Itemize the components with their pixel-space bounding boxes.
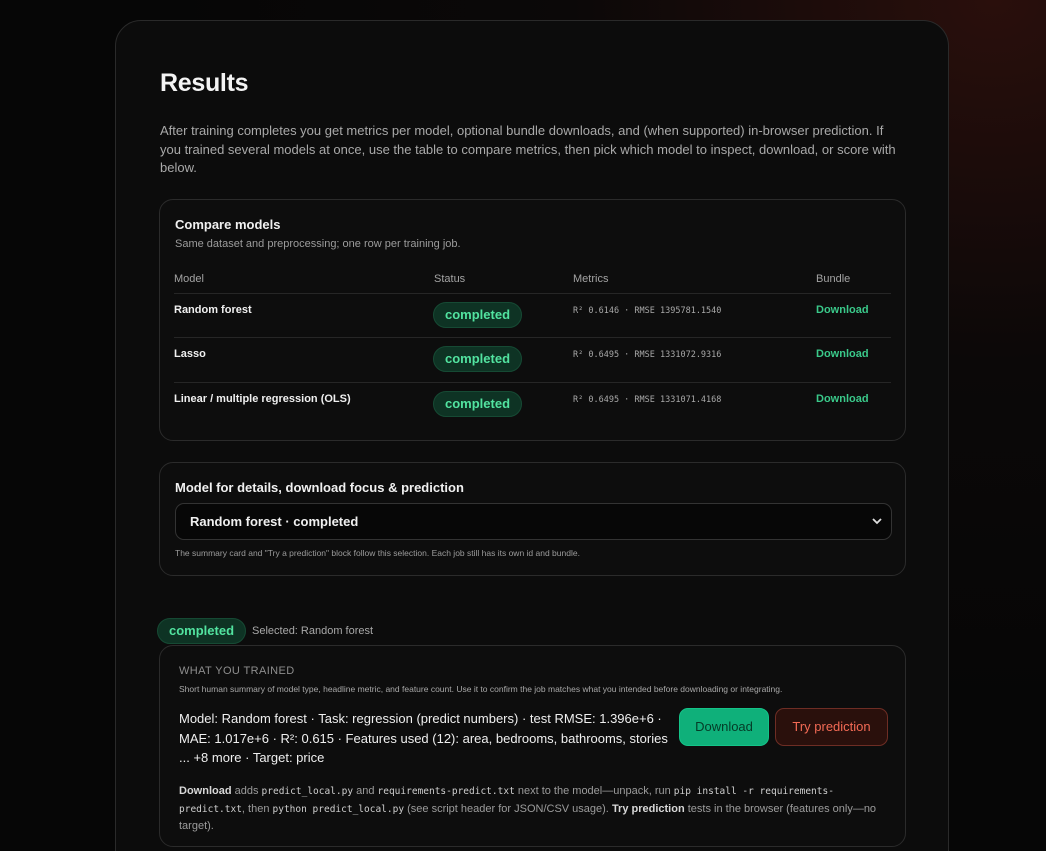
selected-model-text: Selected: Random forest bbox=[252, 625, 374, 637]
model-selector-card bbox=[159, 462, 906, 576]
selector-help: The summary card and "Try a prediction" block follow this selection. Each job still has its own id and bundle. bbox=[175, 548, 580, 558]
intro-text: After training completes you get metrics per model, optional bundle downloads, and (when supported) in-browser prediction. If you trained several models at once, use the table to compare metrics, then pick which model to inspect, download, or score with below. bbox=[160, 123, 896, 175]
compare-subtitle: Same dataset and preprocessing; one row per training job. bbox=[175, 238, 461, 250]
col-header-status: Status bbox=[434, 273, 466, 285]
col-header-model: Model bbox=[174, 273, 204, 285]
row-metrics: R² 0.6146 · RMSE 1395781.1540 bbox=[573, 306, 722, 316]
row-download-link[interactable]: Download bbox=[816, 348, 869, 360]
page-title: Results bbox=[160, 69, 249, 97]
table-divider bbox=[174, 337, 891, 338]
col-header-bundle: Bundle bbox=[816, 273, 851, 285]
try-prediction-button[interactable]: Try prediction bbox=[775, 708, 888, 746]
row-status-badge: completed bbox=[433, 391, 522, 417]
row-metrics: R² 0.6495 · RMSE 1331071.4168 bbox=[573, 395, 722, 405]
col-header-metrics: Metrics bbox=[573, 273, 609, 285]
summary-subtitle: Short human summary of model type, headline metric, and feature count. Use it to confirm the job matches what you intended before downloading or integrating. bbox=[179, 684, 783, 694]
chevron-down-icon bbox=[871, 504, 883, 539]
row-model-name: Lasso bbox=[174, 348, 206, 360]
summary-card bbox=[159, 645, 906, 847]
model-select-value: Random forest · completed bbox=[190, 514, 359, 529]
model-select[interactable] bbox=[175, 503, 892, 540]
summary-text: Model: Random forest · Task: regression (predict numbers) · test RMSE: 1.396e+6 · MAE: 1.017e+6 · R²: 0.615 · Features used (12): area, bedrooms, bathrooms, stories ... +8 more · Target: price bbox=[179, 711, 668, 765]
compare-title: Compare models bbox=[175, 217, 281, 232]
download-button[interactable]: Download bbox=[679, 708, 769, 746]
status-badge: completed bbox=[157, 618, 246, 644]
selector-title: Model for details, download focus & prediction bbox=[175, 480, 464, 495]
row-download-link[interactable]: Download bbox=[816, 393, 869, 405]
summary-footnote: Download adds predict_local.py and requirements-predict.txt next to the model—unpack, run pip install -r requirements-predict.txt, then python predict_local.py (see script header for JSON/CSV usage). Try prediction tests in the browser (features only—no target). bbox=[179, 785, 877, 832]
table-divider bbox=[174, 293, 891, 294]
row-status-badge: completed bbox=[433, 346, 522, 372]
row-status-badge: completed bbox=[433, 302, 522, 328]
row-model-name: Linear / multiple regression (OLS) bbox=[174, 393, 351, 405]
summary-eyebrow: WHAT YOU TRAINED bbox=[179, 665, 295, 677]
row-metrics: R² 0.6495 · RMSE 1331072.9316 bbox=[573, 350, 722, 360]
table-divider bbox=[174, 382, 891, 383]
results-panel bbox=[115, 20, 949, 851]
row-model-name: Random forest bbox=[174, 304, 252, 316]
row-download-link[interactable]: Download bbox=[816, 304, 869, 316]
